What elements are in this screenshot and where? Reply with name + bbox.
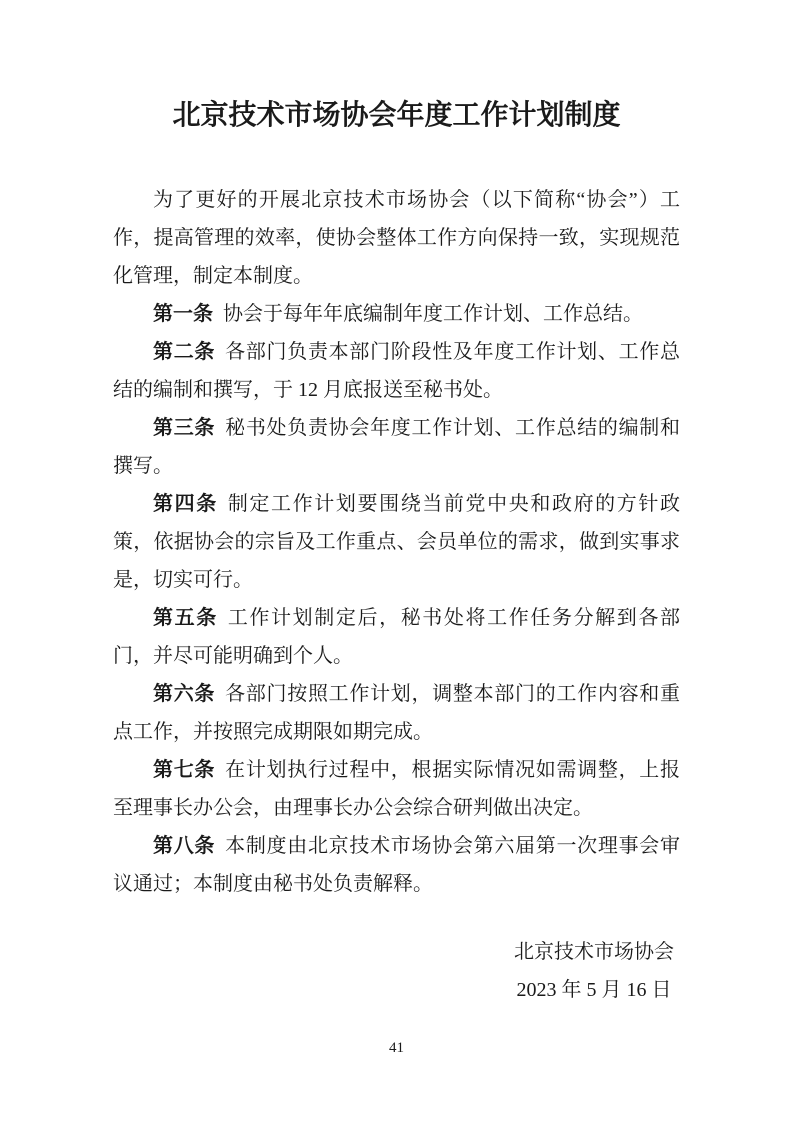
article-1-text: 协会于每年年底编制年度工作计划、工作总结。 — [223, 303, 643, 325]
article-4-text: 制定工作计划要围绕当前党中央和政府的方针政策，依据协会的宗旨及工作重点、会员单位的需求，做到实事求是，切实可行。 — [113, 493, 681, 591]
article-2-text: 各部门负责本部门阶段性及年度工作计划、工作总结的编制和撰写，于 12 月底报送至秘书处。 — [113, 341, 680, 401]
document-body — [113, 181, 680, 903]
article-6-label: 第六条 — [153, 683, 216, 705]
closing-signature: 北京技术市场协会 — [514, 941, 674, 963]
article-paragraph — [113, 751, 680, 827]
article-paragraph — [113, 599, 680, 675]
article-7-text: 在计划执行过程中，根据实际情况如需调整，上报至理事长办公会，由理事长办公会综合研判做出决定。 — [113, 759, 680, 819]
article-4-label: 第四条 — [153, 493, 218, 515]
article-1-label: 第一条 — [153, 303, 213, 325]
article-5-label: 第五条 — [153, 607, 218, 629]
article-3-label: 第三条 — [153, 417, 216, 439]
article-paragraph — [113, 409, 680, 485]
intro-text: 为了更好的开展北京技术市场协会（以下简称“协会”）工作，提高管理的效率，使协会整体工作方向保持一致，实现规范化管理，制定本制度。 — [113, 189, 680, 287]
article-8-label: 第八条 — [153, 835, 216, 857]
article-6-text: 各部门按照工作计划，调整本部门的工作内容和重点工作，并按照完成期限如期完成。 — [113, 683, 680, 743]
closing-date: 2023 年 5 月 16 日 — [516, 979, 672, 1001]
article-paragraph — [113, 333, 680, 409]
article-7-label: 第七条 — [153, 759, 216, 781]
closing-block — [514, 933, 674, 1009]
article-paragraph — [113, 485, 680, 599]
article-3-text: 秘书处负责协会年度工作计划、工作总结的编制和撰写。 — [113, 417, 680, 477]
page-number: 41 — [389, 1040, 404, 1056]
article-paragraph — [113, 675, 680, 751]
article-2-label: 第二条 — [153, 341, 216, 363]
article-paragraph — [113, 827, 680, 903]
page-footer — [0, 1038, 793, 1058]
article-paragraph — [113, 295, 680, 333]
intro-paragraph — [113, 181, 680, 295]
article-5-text: 工作计划制定后，秘书处将工作任务分解到各部门，并尽可能明确到个人。 — [113, 607, 681, 667]
article-8-text: 本制度由北京技术市场协会第六届第一次理事会审议通过；本制度由秘书处负责解释。 — [113, 835, 680, 895]
document-title: 北京技术市场协会年度工作计划制度 — [172, 100, 621, 131]
